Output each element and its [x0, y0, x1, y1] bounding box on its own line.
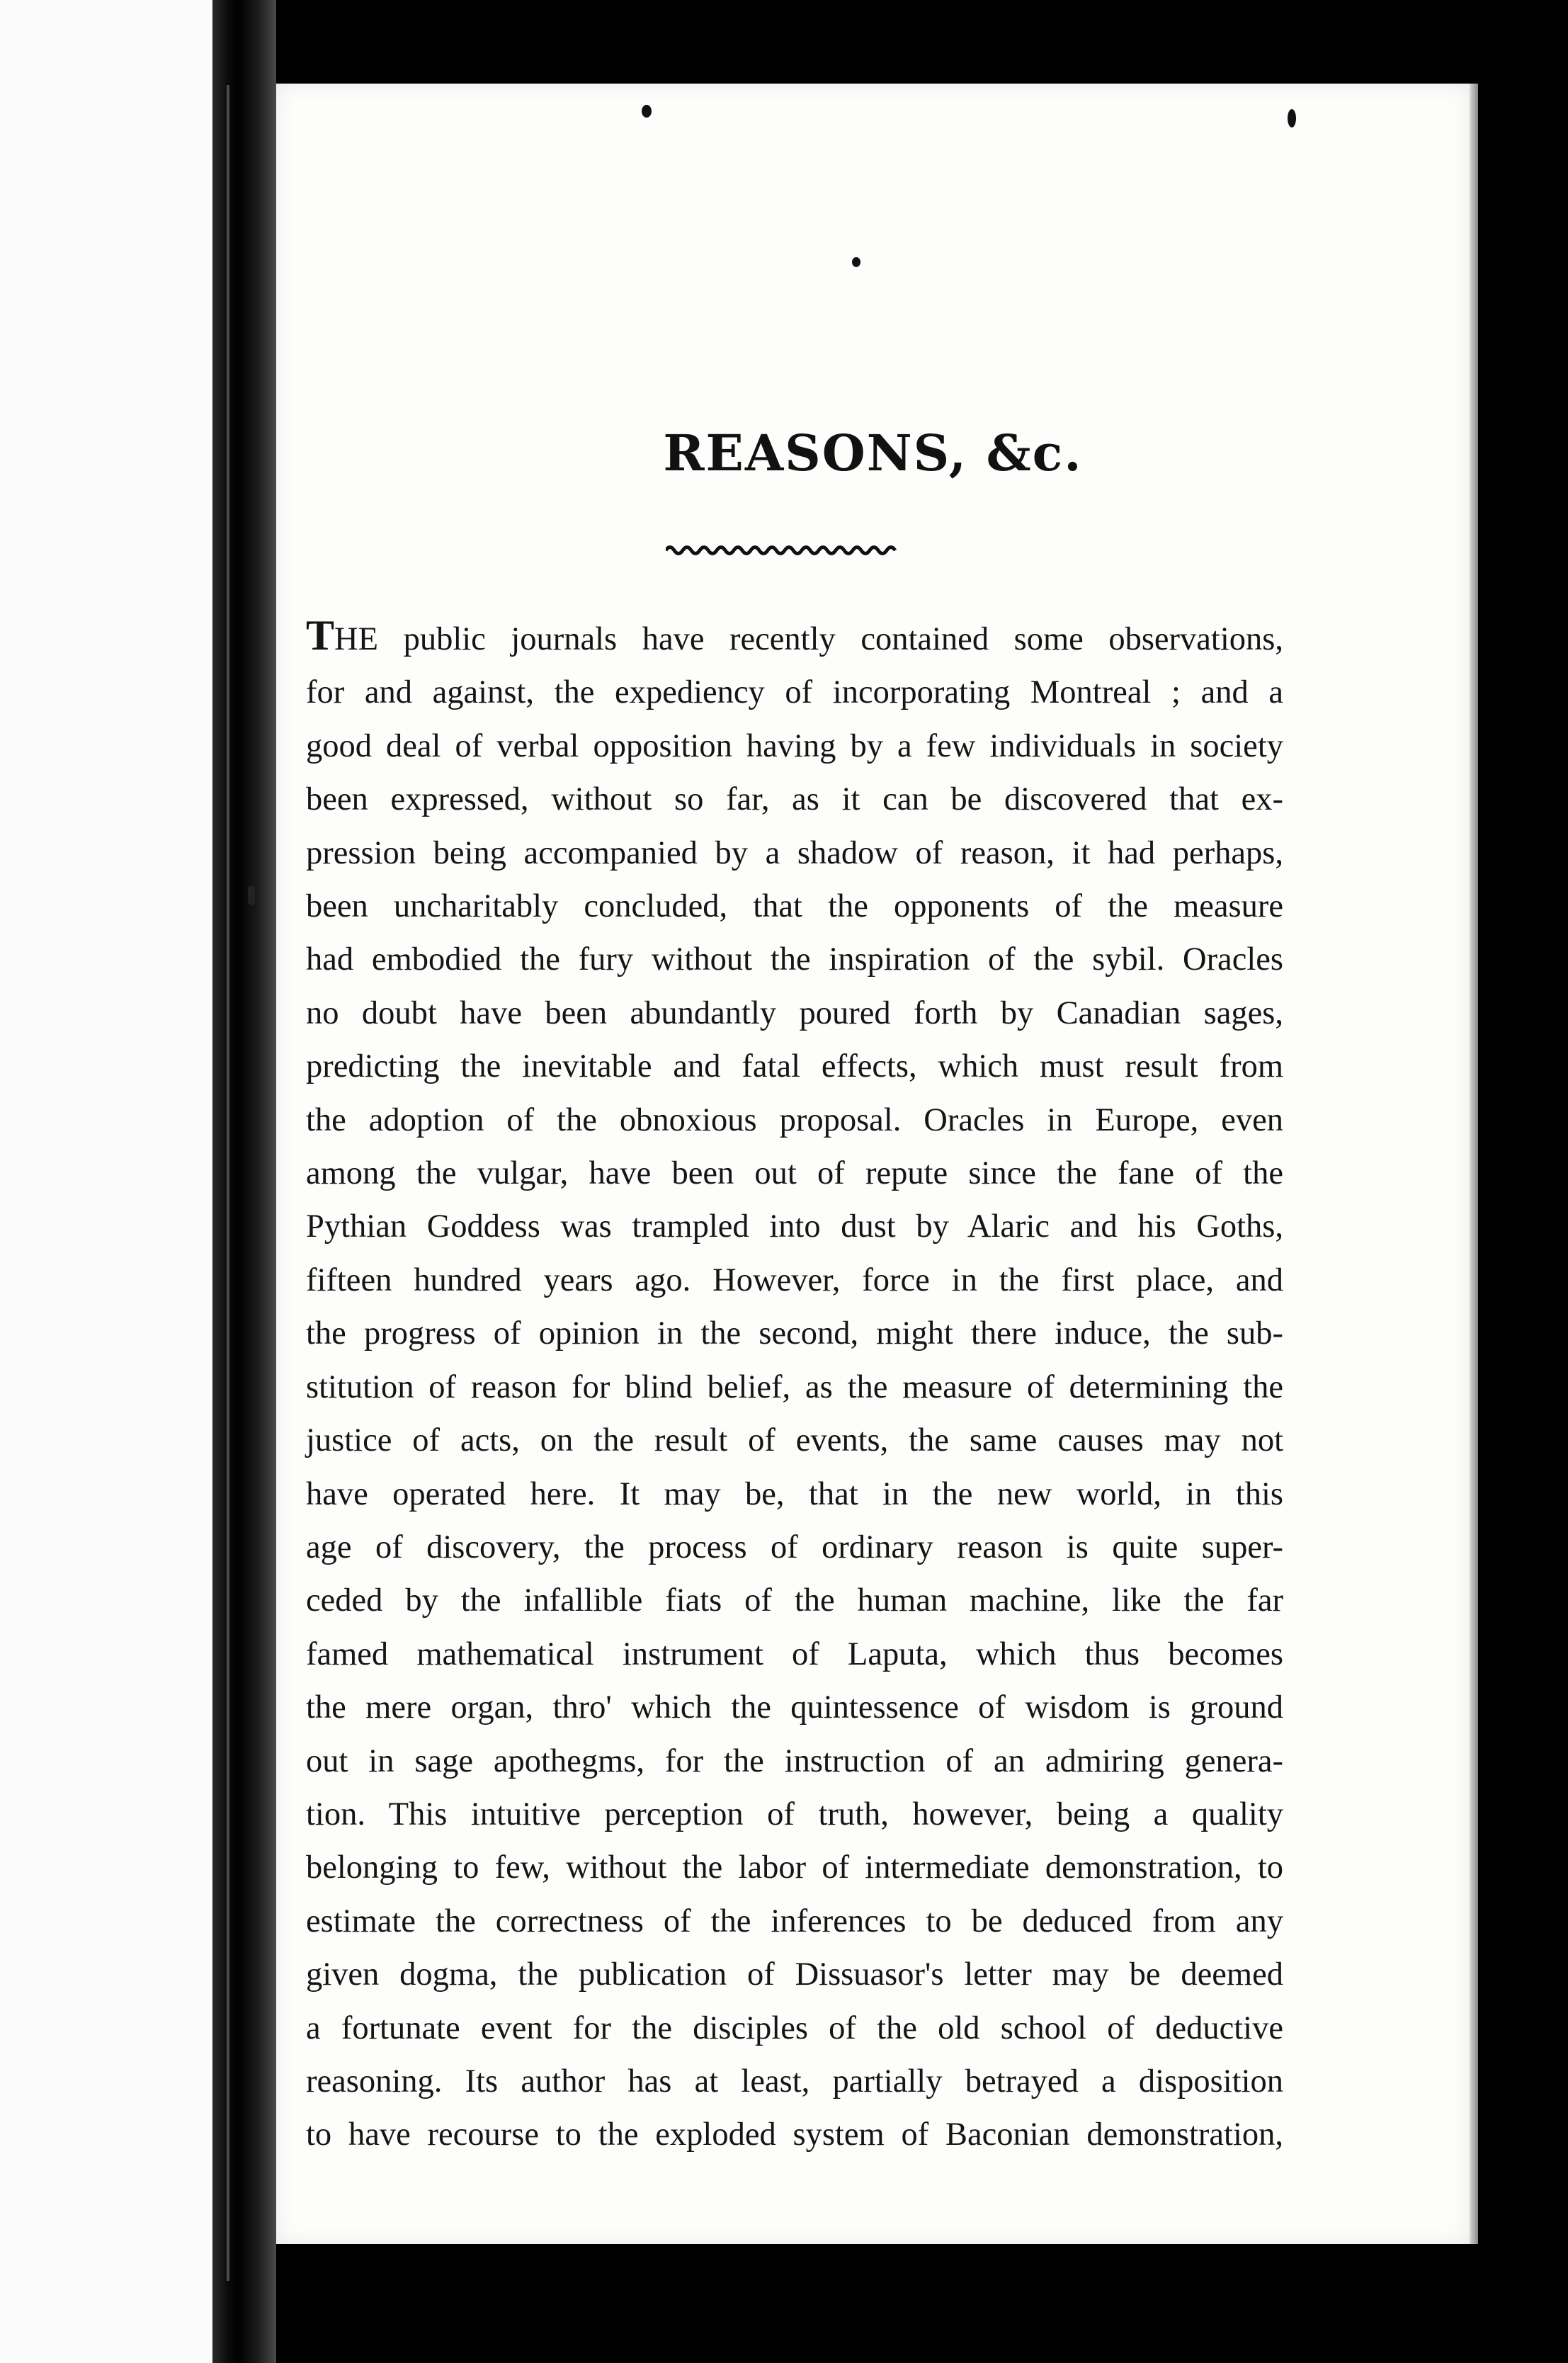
print-speck: [642, 105, 652, 118]
text-line: for and against, the expediency of incorporating Montreal ; and a: [306, 674, 1283, 711]
print-speck: [852, 257, 860, 267]
text-line: the mere organ, thro' which the quintessence of wisdom is ground: [306, 1689, 1283, 1726]
text-line: the progress of opinion in the second, might there induce, the sub-: [306, 1315, 1283, 1352]
text-line: age of discovery, the process of ordinary reason is quite super-: [306, 1529, 1283, 1565]
facing-page-left: [0, 0, 212, 2363]
text-line: a fortunate event for the disciples of the old school of deductive: [306, 2010, 1283, 2046]
text-line: had embodied the fury without the inspiration of the sybil. Oracles: [306, 941, 1283, 978]
text-line: pression being accompanied by a shadow of reason, it had perhaps,: [306, 834, 1283, 871]
text-line: to have recourse to the exploded system of Baconian demonstration,: [306, 2116, 1283, 2153]
text-line: belonging to few, without the labor of intermediate demonstration, to: [306, 1849, 1283, 1886]
text-line: the adoption of the obnoxious proposal. Oracles in Europe, even: [306, 1101, 1283, 1138]
margin-mark: [248, 885, 255, 905]
drop-cap: T: [306, 612, 335, 659]
spine-line: [227, 85, 229, 2281]
text-line: Pythian Goddess was trampled into dust by Alaric and his Goths,: [306, 1208, 1283, 1245]
text-line: out in sage apothegms, for the instruction of an admiring genera-: [306, 1742, 1283, 1779]
text-line: ceded by the infallible fiats of the human machine, like the far: [306, 1582, 1283, 1619]
text-line: estimate the correctness of the inferences to be deduced from any: [306, 1903, 1283, 1939]
text-line: been uncharitably concluded, that the opponents of the measure: [306, 888, 1283, 925]
book-gutter: [212, 0, 276, 2363]
text-line: fifteen hundred years ago. However, force in the first place, and: [306, 1262, 1283, 1298]
text-line: stitution of reason for blind belief, as the measure of determining the: [306, 1368, 1283, 1405]
text-line: predicting the inevitable and fatal effects, which must result from: [306, 1048, 1283, 1085]
text-line: tion. This intuitive perception of truth, however, being a quality: [306, 1796, 1283, 1832]
ornamental-rule: [666, 543, 899, 558]
text-line: have operated here. It may be, that in the new world, in this: [306, 1475, 1283, 1512]
text-line: been expressed, without so far, as it can be discovered that ex-: [306, 781, 1283, 818]
text-line: famed mathematical instrument of Laputa, which thus becomes: [306, 1636, 1283, 1672]
print-speck: [1288, 109, 1296, 128]
text-line: THE public journals have recently contained some observations,: [306, 612, 1283, 659]
book-page: [276, 84, 1470, 2244]
text-line: reasoning. Its author has at least, partially betrayed a disposition: [306, 2063, 1283, 2100]
text-line: among the vulgar, have been out of repute since the fane of the: [306, 1155, 1283, 1192]
text-line: justice of acts, on the result of events, the same causes may not: [306, 1422, 1283, 1459]
page-edge: [1470, 84, 1478, 2244]
text-line: good deal of verbal opposition having by a few individuals in society: [306, 727, 1283, 764]
page-title: REASONS, &c.: [663, 424, 1083, 482]
body-text: [306, 609, 1283, 2162]
text-line: given dogma, the publication of Dissuasor's letter may be deemed: [306, 1956, 1283, 1993]
text-line: no doubt have been abundantly poured forth by Canadian sages,: [306, 994, 1283, 1031]
